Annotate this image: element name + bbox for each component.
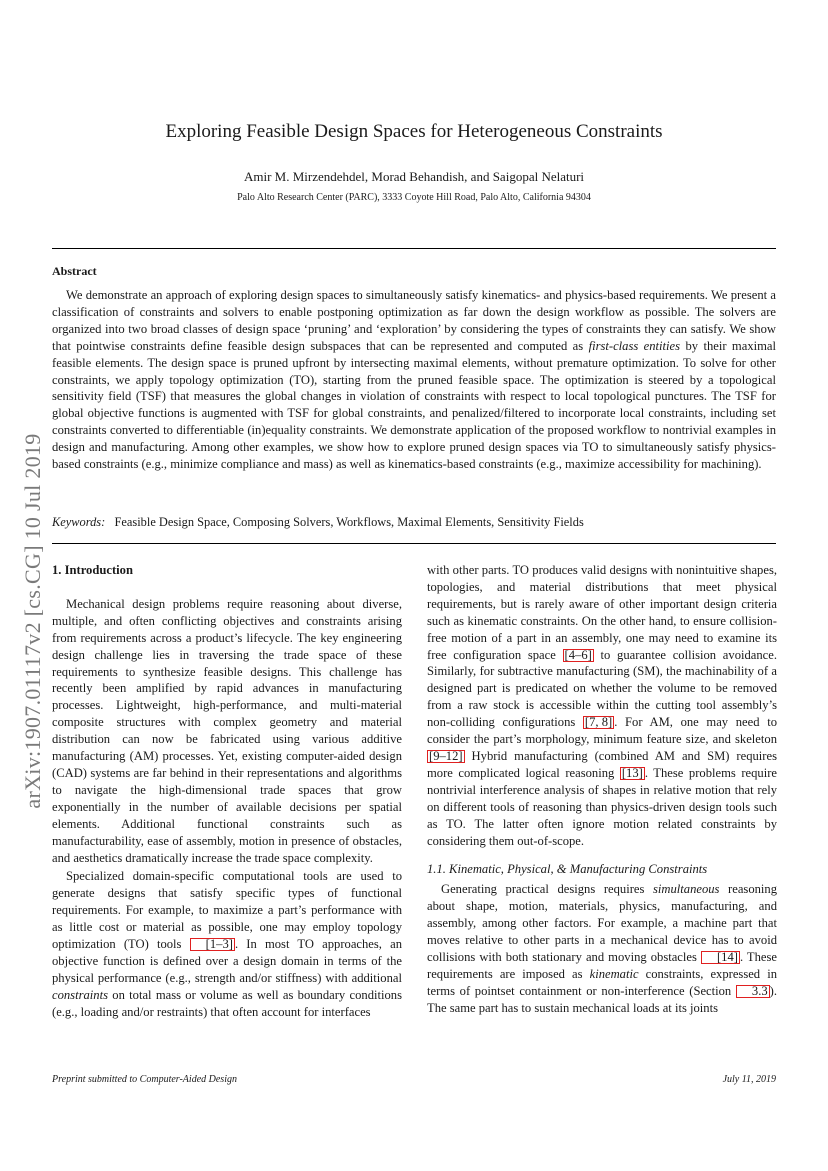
citation-text: 13 xyxy=(626,765,639,780)
intro-p3-part-c: . For AM, one may need to consider the part’s morphology, minimum feature size, and skeleton xyxy=(427,715,777,747)
section-reference-link[interactable]: 3.3 xyxy=(736,985,770,998)
abstract-part-2: by their maximal feasible elements. The design space is pruned upfront by intersecting maximal elements, without premature optimization. To solve for other constraints, we apply topology optimization (TO), starting from the pruned feasible space. The optimization is steered by a topological sensitivity field (TSF) that measures the global changes in violation of constraints with respect to local topological punctures. The TSF for global objective functions is augmented with TSF for global constraints, and penalized/filtered to incorporate local constraints, including set constraints converted to differentiable (in)equality constraints. We demonstrate application of the proposed workflow to nontrivial examples in design and manufacturing. Among other examples, we show how to explore pruned design spaces via TO to simultaneously satisfy physics-based constraints (e.g., minimize compliance and mass) as well as kinematics-based constraints (e.g., maximize accessibility for machining). xyxy=(52,338,776,472)
intro-paragraph-1: Mechanical design problems require reasoning about diverse, multiple, and often conflicting objectives and constraints arising from requirements across a product’s lifecycle. The key engineering design challenge lies in traversing the trade space of these requirements to synthesize feasible designs. This challenge has recently been amplified by rapid advances in manufacturing processes. Lightweight, high-performance, and multi-material composite structures with complex geometry and material distribution can now be fabricated using various additive manufacturing (AM) processes. Yet, existing computer-aided design (CAD) systems are far behind in their representations and algorithms to navigate the high-dimensional trade spaces that grow exponentially in the number of available decisions per spatial elements. Additional functional constraints such as manufacturability, ease of assembly, motion in presence of obstacles, and aesthetics dramatically increase the trade space complexity. xyxy=(52,596,402,865)
citation-link[interactable]: [14] xyxy=(701,951,740,964)
intro-p3-part-e: . These problems require nontrivial interference analysis of shapes in relative motion that rely on different tools of reasoning than physics-driven design tools such as TO. The latter often ignore motion related constraints by considering them out-of-scope. xyxy=(427,765,778,848)
intro-p3-part-b: to guarantee collision avoidance. Similarly, for subtractive manufacturing (SM), the machinability of a designed part is predicated on whether the volume to be removed from a raw stock is accessible within the cutting tool assembly’s non-colliding configurations xyxy=(427,647,777,730)
sub-p1-part-d: constraints, expressed in terms of pointset containment or non-interference (Section xyxy=(427,966,777,998)
top-rule xyxy=(52,248,776,249)
abstract-text xyxy=(52,287,776,473)
intro-paragraph-3 xyxy=(427,562,777,849)
author-list: Amir M. Mirzendehdel, Morad Behandish, and Saigopal Nelaturi xyxy=(243,169,585,184)
affiliation: Palo Alto Research Center (PARC), 3333 Coyote Hill Road, Palo Alto, California 94304 xyxy=(237,192,591,203)
left-column xyxy=(52,562,402,1021)
sub-p1-part-c: . These requirements are imposed as xyxy=(427,949,778,981)
citation-text: 4–6 xyxy=(568,647,588,662)
keywords-line xyxy=(52,515,776,530)
intro-p3-part-a: with other parts. TO produces valid designs with nonintuitive shapes, topologies, and material distributions that meet physical requirements, but is rarely aware of other important design criteria such as kinematic constraints. On the other hand, to ensure collision-free motion of a part in an assembly, one may need to examine its free configuration space xyxy=(427,563,777,662)
sub-p1-emphasis-2: kinematic xyxy=(589,966,639,981)
citation-text: 1–3 xyxy=(209,937,229,952)
keywords-label: Keywords: xyxy=(52,515,106,529)
citation-text: 14 xyxy=(721,949,734,964)
abstract-part-1: We demonstrate an approach of exploring design spaces to simultaneously satisfy kinematics- and physics-based requirements. We present a classification of constraints and solvers to enable postponing optimization as far down the design workflow as possible. The solvers are organized into two broad classes of design space ‘pruning’ and ‘exploration’ by considering the types of constraints they can satisfy. We show that pointwise constraints define feasible design subspaces that can be represented and computed as xyxy=(52,288,776,353)
citation-link[interactable]: [9–12] xyxy=(429,748,463,763)
subsection-paragraph-1 xyxy=(427,881,777,1016)
subsection-heading-constraints: 1.1. Kinematic, Physical, & Manufacturing Constraints xyxy=(427,862,708,877)
arxiv-identifier-stamp xyxy=(18,372,48,870)
paper-title: Exploring Feasible Design Spaces for Heterogeneous Constraints xyxy=(165,121,663,142)
intro-p2-part-a: Specialized domain-specific computational tools are used to generate designs that satisfy specific types of functional requirements. For example, to maximize a part’s performance with as little cost or material as possible, one may employ topology optimization (TO) tools xyxy=(52,869,402,952)
intro-p2-part-c: on total mass or volume as well as boundary conditions (e.g., loading and/or restraints) that often account for interfaces xyxy=(52,987,402,1019)
section-heading-introduction: 1. Introduction xyxy=(52,563,133,577)
abstract-heading: Abstract xyxy=(52,264,97,278)
citation-link[interactable]: [1–3] xyxy=(190,938,235,951)
citation-text: 7, 8 xyxy=(589,715,609,730)
intro-paragraph-2 xyxy=(52,868,402,1020)
intro-p3-part-d: Hybrid manufacturing (combined AM and SM) requires more complicated logical reasoning xyxy=(427,748,777,780)
citation-link[interactable]: [7, 8] xyxy=(584,715,613,730)
sub-p1-emphasis-1: simultaneous xyxy=(652,882,720,897)
sub-p1-part-e: ). The same part has to sustain mechanical loads at its joints xyxy=(427,983,777,1015)
abstract-emphasis: first-class entities xyxy=(588,338,681,353)
footer-preprint-note: Preprint submitted to Computer-Aided Design xyxy=(52,1074,237,1085)
footer-date: July 11, 2019 xyxy=(722,1074,776,1085)
intro-p2-part-b: . In most TO approaches, an objective function is defined over a design domain in terms of the physical performance (e.g., strength and/or stiffness) with additional xyxy=(52,937,403,985)
sub-p1-part-a: Generating practical designs requires xyxy=(441,882,653,897)
citation-link[interactable]: [13] xyxy=(621,765,643,780)
intro-p2-emphasis: constraints xyxy=(52,987,108,1002)
citation-link[interactable]: [4–6] xyxy=(564,647,592,662)
sub-p1-part-b: reasoning about shape, motion, materials, physics, manufacturing, and assembly, among other factors. For example, a machine part that moves relative to other parts in a mechanical device has to avoid collisions with both stationary and moving obstacles xyxy=(427,882,777,964)
keywords-text: Feasible Design Space, Composing Solvers, Workflows, Maximal Elements, Sensitivity Fields xyxy=(114,515,584,529)
right-column xyxy=(427,562,777,1017)
arxiv-identifier-text: arXiv:1907.01117v2 [cs.CG] 10 Jul 2019 xyxy=(20,433,45,809)
bottom-rule xyxy=(52,543,776,544)
citation-text: 9–12 xyxy=(433,748,459,763)
